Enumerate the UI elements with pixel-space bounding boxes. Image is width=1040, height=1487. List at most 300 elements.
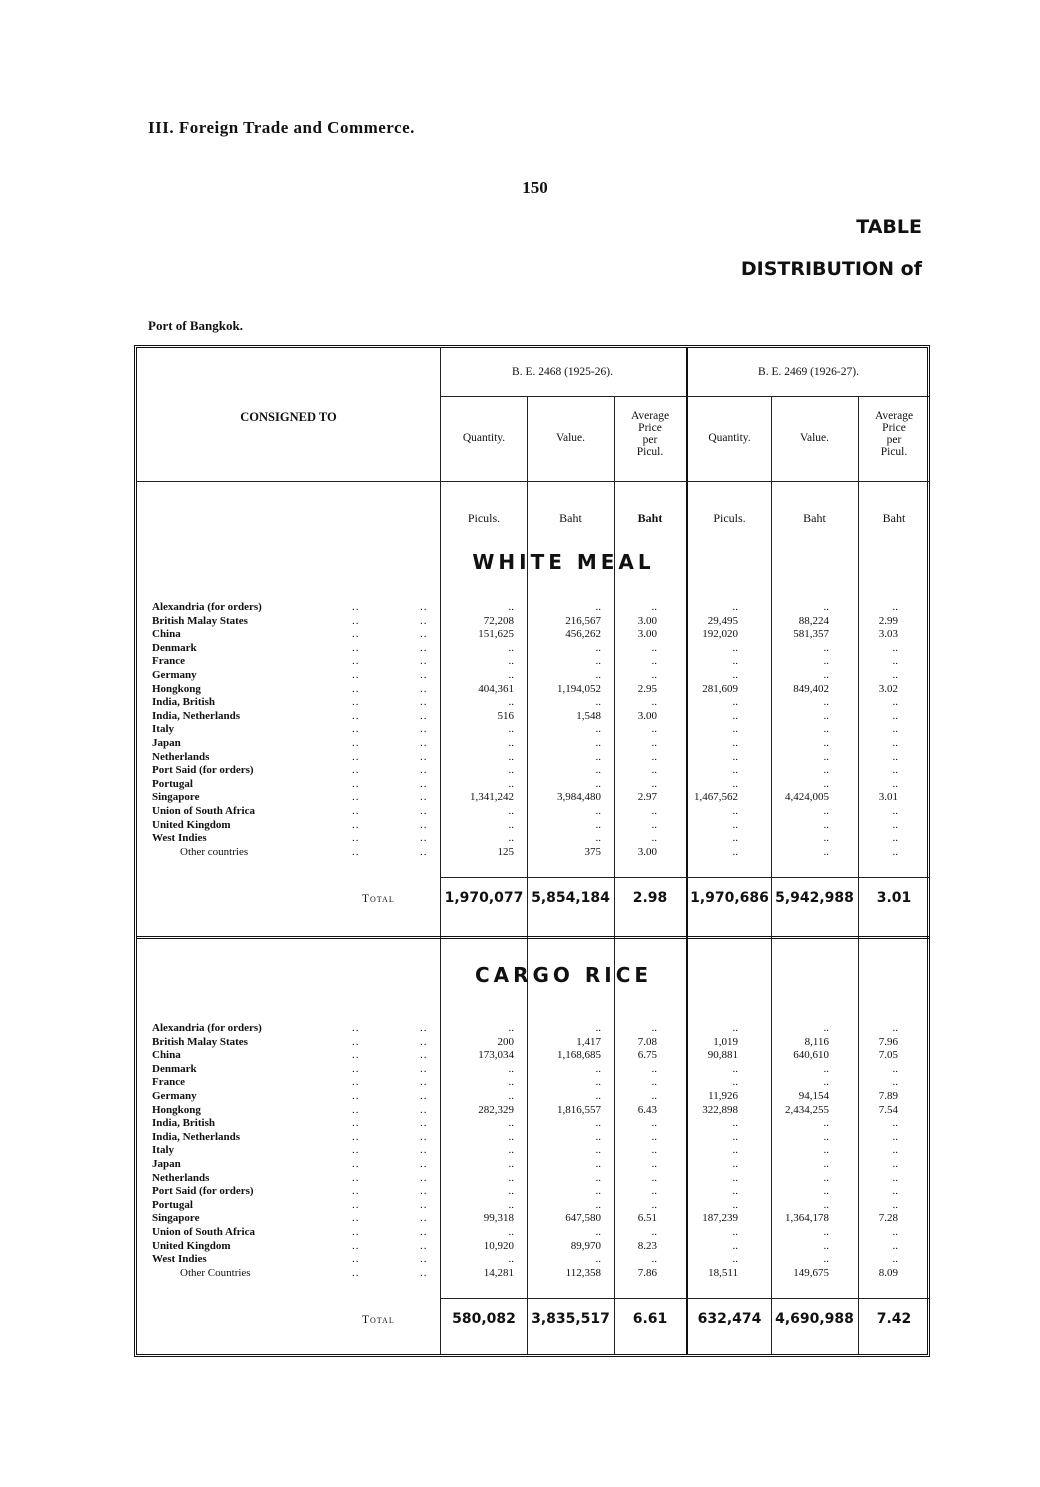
value-cell: ..: [823, 1239, 829, 1252]
total-quantity-2: 1,970,686: [690, 890, 769, 906]
leader-dots: ..: [352, 791, 360, 804]
destination-cell: United Kingdom: [152, 1239, 231, 1252]
value-cell: ..: [892, 1185, 898, 1198]
leader-dots: ..: [420, 641, 428, 654]
value-cell: ..: [823, 737, 829, 749]
value-cell: ..: [508, 1226, 514, 1238]
total-quantity-1: 1,970,077: [444, 890, 524, 906]
value-cell: 456,262: [565, 628, 601, 641]
value-cell: ..: [732, 1198, 738, 1211]
leader-dots: ..: [352, 1076, 360, 1089]
value-cell: ..: [892, 696, 898, 709]
value-cell: ..: [595, 1022, 601, 1034]
value-cell: ..: [823, 750, 829, 763]
value-cell: 10,920: [483, 1239, 514, 1252]
value-cell: ..: [651, 832, 657, 845]
value-cell: ..: [892, 641, 898, 654]
value-cell: ..: [892, 723, 898, 736]
value-cell: ..: [732, 1171, 738, 1184]
destination-cell: France: [152, 1076, 185, 1089]
leader-dots: ..: [420, 1090, 428, 1102]
leader-dots: ..: [420, 1158, 428, 1170]
table-row: [152, 832, 932, 845]
value-cell: ..: [508, 1090, 514, 1102]
row-rule: [137, 481, 930, 482]
destination-cell: Alexandria (for orders): [152, 601, 262, 613]
leader-dots: ..: [420, 1185, 428, 1198]
value-header-2: Value.: [799, 432, 830, 444]
quantity-header-1: Quantity.: [462, 432, 506, 444]
page-number: 150: [522, 178, 548, 197]
leader-dots: ..: [420, 682, 428, 695]
value-cell: ..: [892, 655, 898, 668]
leader-dots: ..: [352, 669, 360, 681]
row-rule: [440, 396, 930, 397]
total-quantity-2-cargo: 632,474: [697, 1311, 762, 1327]
table-row: [152, 1253, 932, 1266]
value-cell: ..: [823, 1226, 829, 1238]
value-cell: 6.75: [637, 1049, 657, 1062]
leader-dots: ..: [352, 601, 360, 613]
unit-price-1: Baht: [637, 511, 663, 525]
leader-dots: ..: [420, 1117, 428, 1130]
destination-cell: Portugal: [152, 1198, 193, 1211]
value-cell: 281,609: [702, 682, 738, 695]
value-cell: ..: [892, 845, 898, 858]
value-cell: 1,548: [576, 709, 601, 722]
value-cell: ..: [892, 1198, 898, 1211]
value-cell: 7.05: [878, 1049, 898, 1062]
total-label-white-meal: Total: [362, 893, 395, 905]
value-cell: ..: [651, 1144, 657, 1157]
destination-cell: Other Countries: [180, 1266, 251, 1279]
table-row: [152, 1158, 932, 1171]
value-cell: 187,239: [702, 1212, 738, 1225]
table-row: [152, 1172, 932, 1185]
value-cell: 322,898: [702, 1103, 738, 1116]
value-cell: 216,567: [565, 614, 601, 627]
table-row: [152, 723, 932, 736]
value-cell: ..: [892, 764, 898, 777]
value-cell: ..: [595, 1226, 601, 1238]
value-cell: ..: [595, 1171, 601, 1184]
destination-cell: Union of South Africa: [152, 1226, 255, 1238]
table-row: [152, 696, 932, 709]
avg-price-header-2: Average Price per Picul.: [874, 410, 914, 458]
value-cell: ..: [732, 709, 738, 722]
value-cell: ..: [823, 601, 829, 613]
destination-cell: British Malay States: [152, 614, 248, 627]
value-cell: 7.96: [878, 1035, 898, 1048]
destination-cell: Germany: [152, 1090, 197, 1102]
value-cell: ..: [508, 1130, 514, 1143]
unit-quantity-2: Piculs.: [713, 511, 746, 525]
table-row: [152, 1240, 932, 1253]
value-cell: ..: [892, 601, 898, 613]
leader-dots: ..: [352, 1130, 360, 1143]
value-cell: ..: [508, 669, 514, 681]
value-cell: ..: [732, 696, 738, 709]
value-cell: ..: [823, 1158, 829, 1170]
value-cell: ..: [823, 709, 829, 722]
leader-dots: ..: [352, 614, 360, 627]
value-cell: ..: [595, 1130, 601, 1143]
value-cell: 72,208: [483, 614, 514, 627]
value-cell: ..: [595, 1144, 601, 1157]
destination-cell: Japan: [152, 1158, 181, 1170]
value-cell: 29,495: [707, 614, 738, 627]
value-cell: 404,361: [478, 682, 514, 695]
value-cell: ..: [508, 1117, 514, 1130]
value-cell: ..: [732, 737, 738, 749]
leader-dots: ..: [352, 764, 360, 777]
total-price-2-cargo: 7.42: [876, 1311, 912, 1327]
value-cell: ..: [892, 1022, 898, 1034]
value-cell: ..: [651, 669, 657, 681]
value-cell: ..: [651, 764, 657, 777]
leader-dots: ..: [420, 601, 428, 613]
value-cell: 99,318: [483, 1212, 514, 1225]
value-cell: ..: [823, 669, 829, 681]
leader-dots: ..: [352, 737, 360, 749]
leader-dots: ..: [352, 832, 360, 845]
leader-dots: ..: [352, 1226, 360, 1238]
value-cell: ..: [508, 1022, 514, 1034]
table-row: [152, 601, 932, 614]
value-cell: ..: [823, 1198, 829, 1211]
value-cell: ..: [651, 1226, 657, 1238]
value-cell: ..: [892, 737, 898, 749]
table-row: [152, 791, 932, 804]
leader-dots: ..: [420, 1144, 428, 1157]
leader-dots: ..: [420, 628, 428, 641]
value-cell: 282,329: [478, 1103, 514, 1116]
table-row: [152, 805, 932, 818]
value-cell: ..: [823, 832, 829, 845]
value-cell: ..: [651, 601, 657, 613]
value-cell: ..: [595, 1158, 601, 1170]
value-cell: ..: [892, 818, 898, 831]
table-row: [152, 642, 932, 655]
value-cell: ..: [823, 1076, 829, 1089]
table-row: [152, 1226, 932, 1239]
value-cell: 6.51: [637, 1212, 657, 1225]
leader-dots: ..: [352, 777, 360, 790]
value-cell: ..: [651, 1185, 657, 1198]
value-cell: ..: [651, 1117, 657, 1130]
value-cell: ..: [651, 1076, 657, 1089]
value-cell: ..: [732, 641, 738, 654]
destination-cell: United Kingdom: [152, 818, 231, 831]
table-row: [152, 1036, 932, 1049]
table-row: [152, 1199, 932, 1212]
value-cell: ..: [732, 1239, 738, 1252]
destination-cell: West Indies: [152, 1253, 207, 1266]
value-cell: ..: [823, 1185, 829, 1198]
leader-dots: ..: [420, 1062, 428, 1075]
value-cell: ..: [651, 777, 657, 790]
value-cell: ..: [892, 832, 898, 845]
leader-dots: ..: [420, 1076, 428, 1089]
value-cell: ..: [595, 641, 601, 654]
value-cell: 7.89: [878, 1090, 898, 1102]
value-cell: ..: [651, 1198, 657, 1211]
destination-cell: Denmark: [152, 1062, 197, 1075]
value-cell: ..: [651, 1022, 657, 1034]
destination-cell: Netherlands: [152, 1171, 210, 1184]
value-cell: 7.08: [637, 1035, 657, 1048]
value-cell: ..: [595, 1198, 601, 1211]
value-cell: ..: [595, 1185, 601, 1198]
table-row: [152, 1131, 932, 1144]
value-cell: ..: [508, 1253, 514, 1266]
consigned-to-header: CONSIGNED TO: [240, 410, 337, 424]
table-row: [152, 655, 932, 668]
destination-cell: Union of South Africa: [152, 805, 255, 817]
leader-dots: ..: [420, 1035, 428, 1048]
value-cell: 151,625: [478, 628, 514, 641]
value-cell: ..: [595, 723, 601, 736]
leader-dots: ..: [352, 1144, 360, 1157]
value-cell: ..: [595, 737, 601, 749]
value-cell: 3.02: [878, 682, 898, 695]
leader-dots: ..: [352, 1266, 360, 1279]
value-cell: ..: [892, 1226, 898, 1238]
value-cell: ..: [508, 1158, 514, 1170]
leader-dots: ..: [352, 709, 360, 722]
leader-dots: ..: [420, 791, 428, 804]
value-cell: ..: [823, 1022, 829, 1034]
value-cell: ..: [732, 723, 738, 736]
total-price-2: 3.01: [876, 890, 912, 906]
value-cell: 3,984,480: [557, 791, 601, 804]
value-cell: ..: [508, 818, 514, 831]
value-cell: ..: [732, 1062, 738, 1075]
value-cell: ..: [651, 805, 657, 817]
value-cell: ..: [892, 750, 898, 763]
destination-cell: Denmark: [152, 641, 197, 654]
value-cell: ..: [651, 641, 657, 654]
destination-cell: India, British: [152, 696, 215, 709]
leader-dots: ..: [352, 845, 360, 858]
value-cell: ..: [508, 1185, 514, 1198]
total-value-2: 5,942,988: [775, 890, 854, 906]
unit-price-2: Baht: [882, 511, 906, 525]
value-cell: ..: [823, 1062, 829, 1075]
leader-dots: ..: [420, 737, 428, 749]
total-price-1: 2.98: [632, 890, 668, 906]
table-row: [152, 1117, 932, 1130]
destination-cell: Alexandria (for orders): [152, 1022, 262, 1034]
value-cell: ..: [595, 750, 601, 763]
value-cell: ..: [892, 1144, 898, 1157]
table-row: [152, 1185, 932, 1198]
row-rule: [441, 877, 930, 878]
value-cell: 200: [497, 1035, 514, 1048]
value-cell: ..: [823, 1130, 829, 1143]
leader-dots: ..: [420, 709, 428, 722]
port-label: Port of Bangkok.: [148, 318, 243, 333]
value-cell: 7.28: [878, 1212, 898, 1225]
total-value-1-cargo: 3,835,517: [531, 1311, 610, 1327]
value-cell: ..: [651, 1158, 657, 1170]
value-cell: ..: [732, 1185, 738, 1198]
value-cell: ..: [595, 1117, 601, 1130]
value-cell: ..: [732, 832, 738, 845]
leader-dots: ..: [352, 818, 360, 831]
value-cell: 1,194,052: [557, 682, 601, 695]
value-cell: 94,154: [798, 1090, 829, 1102]
value-cell: ..: [595, 669, 601, 681]
value-cell: 516: [497, 709, 514, 722]
value-cell: ..: [823, 845, 829, 858]
value-cell: ..: [823, 1253, 829, 1266]
value-cell: ..: [595, 1090, 601, 1102]
value-cell: ..: [892, 1076, 898, 1089]
value-cell: ..: [732, 750, 738, 763]
value-cell: 640,610: [793, 1049, 829, 1062]
destination-cell: China: [152, 1049, 181, 1062]
destination-cell: West Indies: [152, 832, 207, 845]
period-header-1: B. E. 2468 (1925-26).: [512, 366, 613, 378]
destination-cell: India, Netherlands: [152, 709, 241, 722]
leader-dots: ..: [420, 1253, 428, 1266]
destination-cell: Hongkong: [152, 1103, 201, 1116]
value-cell: ..: [823, 1171, 829, 1184]
value-cell: ..: [508, 1171, 514, 1184]
destination-cell: France: [152, 655, 185, 668]
value-cell: ..: [732, 1022, 738, 1034]
value-cell: ..: [595, 832, 601, 845]
leader-dots: ..: [420, 614, 428, 627]
leader-dots: ..: [352, 750, 360, 763]
section-title: III. Foreign Trade and Commerce.: [148, 118, 415, 137]
value-cell: 112,358: [565, 1266, 601, 1279]
leader-dots: ..: [352, 1198, 360, 1211]
value-cell: ..: [892, 669, 898, 681]
value-cell: ..: [508, 723, 514, 736]
value-cell: ..: [823, 723, 829, 736]
value-cell: ..: [508, 750, 514, 763]
leader-dots: ..: [420, 723, 428, 736]
leader-dots: ..: [420, 764, 428, 777]
value-cell: ..: [732, 777, 738, 790]
value-cell: ..: [892, 1253, 898, 1266]
value-cell: 149,675: [793, 1266, 829, 1279]
value-cell: ..: [732, 655, 738, 668]
leader-dots: ..: [420, 669, 428, 681]
unit-quantity-1: Piculs.: [467, 511, 501, 525]
leader-dots: ..: [352, 1022, 360, 1034]
destination-cell: Italy: [152, 1144, 174, 1157]
value-cell: ..: [508, 655, 514, 668]
value-cell: ..: [732, 1130, 738, 1143]
leader-dots: ..: [352, 1049, 360, 1062]
destination-cell: Other countries: [180, 845, 249, 858]
value-cell: ..: [595, 1062, 601, 1075]
value-cell: ..: [508, 696, 514, 709]
value-cell: ..: [651, 1253, 657, 1266]
value-cell: ..: [823, 1117, 829, 1130]
value-cell: ..: [892, 1171, 898, 1184]
value-cell: ..: [823, 805, 829, 817]
leader-dots: ..: [352, 1103, 360, 1116]
total-value-1: 5,854,184: [531, 890, 610, 906]
value-cell: 88,224: [798, 614, 829, 627]
leader-dots: ..: [352, 1117, 360, 1130]
value-cell: 2.95: [637, 682, 657, 695]
value-cell: 849,402: [793, 682, 829, 695]
section-title-white-meal: WHITE MEAL: [472, 550, 655, 574]
value-cell: ..: [823, 696, 829, 709]
value-cell: ..: [892, 1117, 898, 1130]
leader-dots: ..: [352, 1239, 360, 1252]
value-cell: 1,168,685: [557, 1049, 601, 1062]
table-row: [152, 1049, 932, 1062]
leader-dots: ..: [352, 682, 360, 695]
table-row: [152, 778, 932, 791]
period-header-2: B. E. 2469 (1926-27).: [758, 366, 859, 378]
value-cell: 11,926: [708, 1090, 738, 1102]
table-row: [152, 737, 932, 750]
unit-value-1: Baht: [559, 511, 582, 525]
value-cell: 3.00: [637, 709, 657, 722]
leader-dots: ..: [420, 1239, 428, 1252]
value-cell: ..: [732, 601, 738, 613]
value-cell: ..: [732, 1144, 738, 1157]
value-cell: ..: [595, 764, 601, 777]
leader-dots: ..: [420, 832, 428, 845]
value-cell: ..: [651, 1171, 657, 1184]
leader-dots: ..: [420, 655, 428, 668]
value-cell: ..: [651, 723, 657, 736]
table-row: [152, 669, 932, 682]
leader-dots: ..: [352, 655, 360, 668]
value-cell: ..: [732, 764, 738, 777]
table-row: [152, 751, 932, 764]
leader-dots: ..: [420, 1171, 428, 1184]
value-cell: ..: [508, 832, 514, 845]
destination-cell: Italy: [152, 723, 174, 736]
unit-value-2: Baht: [803, 511, 826, 525]
value-cell: ..: [651, 750, 657, 763]
value-cell: 7.54: [878, 1103, 898, 1116]
value-cell: ..: [732, 1076, 738, 1089]
table-row: [152, 764, 932, 777]
section-title-cargo-rice: CARGO RICE: [474, 963, 653, 987]
value-cell: 3.01: [878, 791, 898, 804]
value-cell: ..: [732, 818, 738, 831]
table-row: [152, 1076, 932, 1089]
value-cell: 18,511: [708, 1266, 738, 1279]
leader-dots: ..: [352, 1171, 360, 1184]
value-cell: ..: [595, 818, 601, 831]
value-cell: ..: [508, 1144, 514, 1157]
value-cell: 375: [584, 845, 601, 858]
destination-cell: Hongkong: [152, 682, 201, 695]
value-cell: ..: [732, 845, 738, 858]
leader-dots: ..: [352, 1090, 360, 1102]
value-cell: 581,357: [793, 628, 829, 641]
value-cell: ..: [651, 696, 657, 709]
value-cell: 6.43: [637, 1103, 657, 1116]
value-cell: ..: [892, 709, 898, 722]
value-cell: ..: [508, 1198, 514, 1211]
value-cell: ..: [892, 1239, 898, 1252]
leader-dots: ..: [352, 1035, 360, 1048]
leader-dots: ..: [352, 723, 360, 736]
total-price-1-cargo: 6.61: [632, 1311, 668, 1327]
